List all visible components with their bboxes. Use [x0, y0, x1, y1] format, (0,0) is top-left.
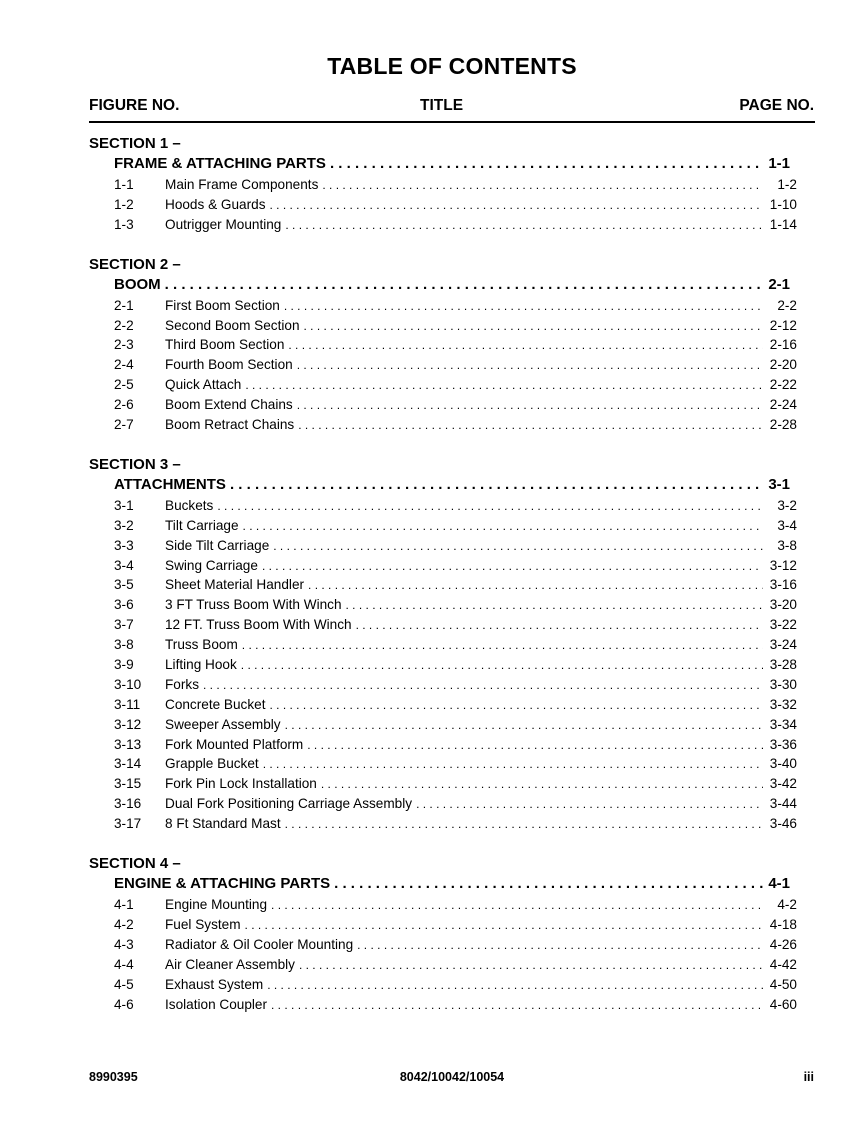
- figure-entry[interactable]: [114, 536, 797, 556]
- dot-leader: [304, 317, 763, 337]
- section-page: 1-1: [768, 155, 790, 172]
- section-label: SECTION 2 –: [89, 255, 181, 273]
- toc-section: [89, 854, 815, 1014]
- figure-title: Lifting Hook: [165, 657, 237, 673]
- figure-title: Fourth Boom Section: [165, 357, 293, 373]
- figure-entry[interactable]: [114, 316, 797, 336]
- section-name: FRAME & ATTACHING PARTS: [114, 155, 326, 172]
- dot-leader: [271, 996, 763, 1016]
- dot-leader: [299, 956, 763, 976]
- dot-leader: [285, 216, 763, 236]
- figure-number: 3-13: [114, 736, 142, 752]
- figure-number: 2-1: [114, 297, 134, 313]
- figure-entry[interactable]: [114, 575, 797, 595]
- figure-entry[interactable]: [114, 395, 797, 415]
- dot-leader: [273, 537, 763, 557]
- figure-number: 3-4: [114, 557, 134, 573]
- figure-title: Buckets: [165, 497, 214, 513]
- figure-number: 3-6: [114, 597, 134, 613]
- section-name: ATTACHMENTS: [114, 475, 226, 493]
- figure-page: 2-28: [769, 417, 797, 433]
- figure-title: 3 FT Truss Boom With Winch: [165, 597, 342, 613]
- dot-leader: [270, 196, 764, 216]
- figure-entry[interactable]: [114, 375, 797, 395]
- figure-entry[interactable]: [114, 814, 797, 834]
- figure-number: 3-7: [114, 617, 134, 633]
- figure-entry[interactable]: [114, 794, 797, 814]
- figure-number: 3-9: [114, 657, 134, 673]
- figure-title: Swing Carriage: [165, 557, 258, 573]
- dot-leader: [288, 336, 763, 356]
- figure-entry[interactable]: [114, 995, 797, 1015]
- figure-page: 3-16: [769, 577, 797, 593]
- dot-leader: [284, 297, 763, 317]
- figure-number: 3-12: [114, 716, 142, 732]
- figure-number: 3-15: [114, 776, 142, 792]
- figure-number: 4-1: [114, 897, 134, 913]
- figure-title: Tilt Carriage: [165, 517, 239, 533]
- figure-no-header: FIGURE NO.: [89, 97, 180, 114]
- figure-title: Concrete Bucket: [165, 696, 266, 712]
- section-label: SECTION 4 –: [89, 855, 181, 873]
- figure-title: Side Tilt Carriage: [165, 537, 270, 553]
- figure-page: 1-2: [777, 177, 797, 192]
- figure-entry[interactable]: [114, 695, 797, 715]
- figure-page: 4-42: [769, 956, 797, 972]
- figure-title: Isolation Coupler: [165, 996, 268, 1012]
- figure-page: 3-42: [769, 776, 797, 792]
- figure-title: Grapple Bucket: [165, 756, 259, 772]
- figure-page: 3-30: [769, 676, 797, 692]
- dot-leader: [297, 396, 763, 416]
- figure-title: Third Boom Section: [165, 337, 285, 353]
- figure-number: 4-6: [114, 996, 134, 1012]
- section-page: 4-1: [768, 875, 790, 893]
- figure-page: 2-20: [769, 357, 797, 373]
- figure-title: Truss Boom: [165, 637, 238, 653]
- dot-leader: [262, 557, 763, 577]
- figure-page: 3-46: [769, 816, 797, 832]
- figure-page: 3-44: [769, 796, 797, 812]
- figure-title: Hoods & Guards: [165, 196, 266, 212]
- page-title: TABLE OF CONTENTS: [327, 53, 577, 79]
- section-name: BOOM: [114, 275, 161, 293]
- figure-entry[interactable]: [114, 735, 797, 755]
- figure-title: Engine Mounting: [165, 897, 268, 913]
- page-no-header: PAGE NO.: [739, 97, 814, 114]
- figure-title: Fork Mounted Platform: [165, 736, 304, 752]
- figure-title: Exhaust System: [165, 976, 264, 992]
- dot-leader: [263, 755, 763, 775]
- figure-title: Air Cleaner Assembly: [165, 956, 295, 972]
- figure-page: 2-2: [777, 297, 797, 313]
- figure-number: 1-1: [114, 177, 134, 192]
- dot-leader: [267, 976, 763, 996]
- figure-title: Forks: [165, 676, 199, 692]
- dot-leader: [245, 916, 763, 936]
- figure-number: 2-5: [114, 377, 134, 393]
- dot-leader: [271, 896, 763, 916]
- figure-number: 2-6: [114, 397, 134, 413]
- section-entry[interactable]: [114, 274, 790, 295]
- section-label: SECTION 1 –: [89, 135, 181, 152]
- dot-leader: [217, 497, 763, 517]
- figure-page: 1-14: [769, 216, 797, 232]
- figure-page: 4-18: [769, 916, 797, 932]
- figure-entry[interactable]: [114, 754, 797, 774]
- footer-model-numbers: 8042/10042/10054: [399, 1070, 505, 1084]
- figure-entry[interactable]: [114, 195, 797, 215]
- figure-page: 3-4: [777, 517, 797, 533]
- figure-entry[interactable]: [114, 175, 797, 195]
- figure-entry[interactable]: [114, 955, 797, 975]
- figure-entry[interactable]: [114, 615, 797, 635]
- section-entry[interactable]: [114, 153, 790, 174]
- figure-entry[interactable]: [114, 415, 797, 435]
- figure-entry[interactable]: [114, 655, 797, 675]
- figure-page: 4-50: [769, 976, 797, 992]
- figure-number: 1-3: [114, 216, 134, 232]
- dot-leader: [245, 376, 763, 396]
- figure-entry[interactable]: [114, 915, 797, 935]
- figure-number: 4-5: [114, 976, 134, 992]
- figure-page: 4-2: [777, 897, 797, 913]
- figure-page: 3-36: [769, 736, 797, 752]
- figure-title: First Boom Section: [165, 297, 280, 313]
- figure-number: 2-7: [114, 417, 134, 433]
- figure-number: 2-3: [114, 337, 134, 353]
- dot-leader: [165, 274, 764, 295]
- figure-entry[interactable]: [114, 215, 797, 235]
- dot-leader: [346, 596, 763, 616]
- dot-leader: [322, 176, 763, 196]
- figure-page: 3-22: [769, 617, 797, 633]
- figure-entry[interactable]: [114, 895, 797, 915]
- figure-page: 3-28: [769, 657, 797, 673]
- dot-leader: [307, 736, 763, 756]
- figure-entry[interactable]: [114, 975, 797, 995]
- footer-page-number: iii: [803, 1070, 814, 1084]
- figure-number: 4-3: [114, 936, 134, 952]
- figure-page: 4-26: [769, 936, 797, 952]
- dot-leader: [243, 517, 763, 537]
- dot-leader: [308, 576, 763, 596]
- figure-title: Boom Extend Chains: [165, 397, 293, 413]
- header-divider: [89, 121, 815, 123]
- section-entry[interactable]: [114, 873, 790, 894]
- figure-page: 3-34: [769, 716, 797, 732]
- figure-page: 2-12: [769, 317, 797, 333]
- figure-page: 3-8: [777, 537, 797, 553]
- figure-page: 3-24: [769, 637, 797, 653]
- toc-section: [89, 455, 815, 834]
- figure-title: Fuel System: [165, 916, 241, 932]
- dot-leader: [285, 716, 763, 736]
- figure-number: 3-16: [114, 796, 142, 812]
- figure-title: Quick Attach: [165, 377, 242, 393]
- figure-page: 3-20: [769, 597, 797, 613]
- dot-leader: [416, 795, 763, 815]
- figure-title: Fork Pin Lock Installation: [165, 776, 317, 792]
- figure-number: 4-2: [114, 916, 134, 932]
- title-header: TITLE: [420, 97, 464, 114]
- figure-title: Main Frame Components: [165, 177, 319, 192]
- section-entry[interactable]: [114, 474, 790, 495]
- figure-title: Boom Retract Chains: [165, 417, 295, 433]
- figure-page: 1-10: [769, 196, 797, 212]
- figure-title: Sweeper Assembly: [165, 716, 281, 732]
- figure-number: 2-2: [114, 317, 134, 333]
- section-name: ENGINE & ATTACHING PARTS: [114, 875, 331, 893]
- toc-list: [89, 134, 815, 1034]
- figure-entry[interactable]: [114, 496, 797, 516]
- toc-section: [89, 134, 815, 235]
- figure-number: 3-3: [114, 537, 134, 553]
- figure-entry[interactable]: [114, 335, 797, 355]
- figure-number: 3-2: [114, 517, 134, 533]
- dot-leader: [334, 873, 764, 894]
- footer-doc-number: 8990395: [89, 1070, 138, 1084]
- figure-entry[interactable]: [114, 595, 797, 615]
- dot-leader: [242, 636, 763, 656]
- figure-page: 2-16: [769, 337, 797, 353]
- figure-number: 3-11: [114, 696, 141, 712]
- figure-page: 3-32: [769, 696, 797, 712]
- dot-leader: [321, 775, 763, 795]
- figure-title: Dual Fork Positioning Carriage Assembly: [165, 796, 413, 812]
- figure-number: 1-2: [114, 196, 134, 212]
- figure-entry[interactable]: [114, 774, 797, 794]
- figure-entry[interactable]: [114, 516, 797, 536]
- section-label: SECTION 3 –: [89, 455, 181, 473]
- figure-number: 2-4: [114, 357, 134, 373]
- figure-entry[interactable]: [114, 355, 797, 375]
- figure-page: 2-22: [769, 377, 797, 393]
- dot-leader: [297, 356, 763, 376]
- figure-number: 3-17: [114, 816, 142, 832]
- figure-entry[interactable]: [114, 296, 797, 316]
- figure-title: 12 FT. Truss Boom With Winch: [165, 617, 352, 633]
- dot-leader: [270, 696, 764, 716]
- figure-entry[interactable]: [114, 556, 797, 576]
- dot-leader: [285, 815, 763, 835]
- figure-title: Sheet Material Handler: [165, 577, 305, 593]
- dot-leader: [203, 676, 763, 696]
- figure-page: 3-12: [769, 557, 797, 573]
- figure-title: 8 Ft Standard Mast: [165, 816, 281, 832]
- section-page: 2-1: [768, 275, 790, 293]
- figure-page: 3-2: [777, 497, 797, 513]
- figure-number: 3-5: [114, 577, 134, 593]
- figure-number: 3-14: [114, 756, 142, 772]
- figure-page: 3-40: [769, 756, 797, 772]
- figure-page: 2-24: [769, 397, 797, 413]
- figure-entry[interactable]: [114, 935, 797, 955]
- figure-entry[interactable]: [114, 635, 797, 655]
- figure-entry[interactable]: [114, 715, 797, 735]
- figure-number: 3-8: [114, 637, 134, 653]
- dot-leader: [330, 153, 764, 174]
- figure-title: Second Boom Section: [165, 317, 300, 333]
- section-page: 3-1: [768, 475, 790, 493]
- toc-section: [89, 255, 815, 435]
- dot-leader: [230, 474, 764, 495]
- dot-leader: [356, 616, 763, 636]
- figure-page: 4-60: [769, 996, 797, 1012]
- figure-number: 3-1: [114, 497, 134, 513]
- figure-title: Outrigger Mounting: [165, 216, 282, 232]
- figure-number: 3-10: [114, 676, 142, 692]
- dot-leader: [298, 416, 763, 436]
- figure-title: Radiator & Oil Cooler Mounting: [165, 936, 354, 952]
- dot-leader: [241, 656, 763, 676]
- figure-entry[interactable]: [114, 675, 797, 695]
- figure-number: 4-4: [114, 956, 134, 972]
- dot-leader: [357, 936, 763, 956]
